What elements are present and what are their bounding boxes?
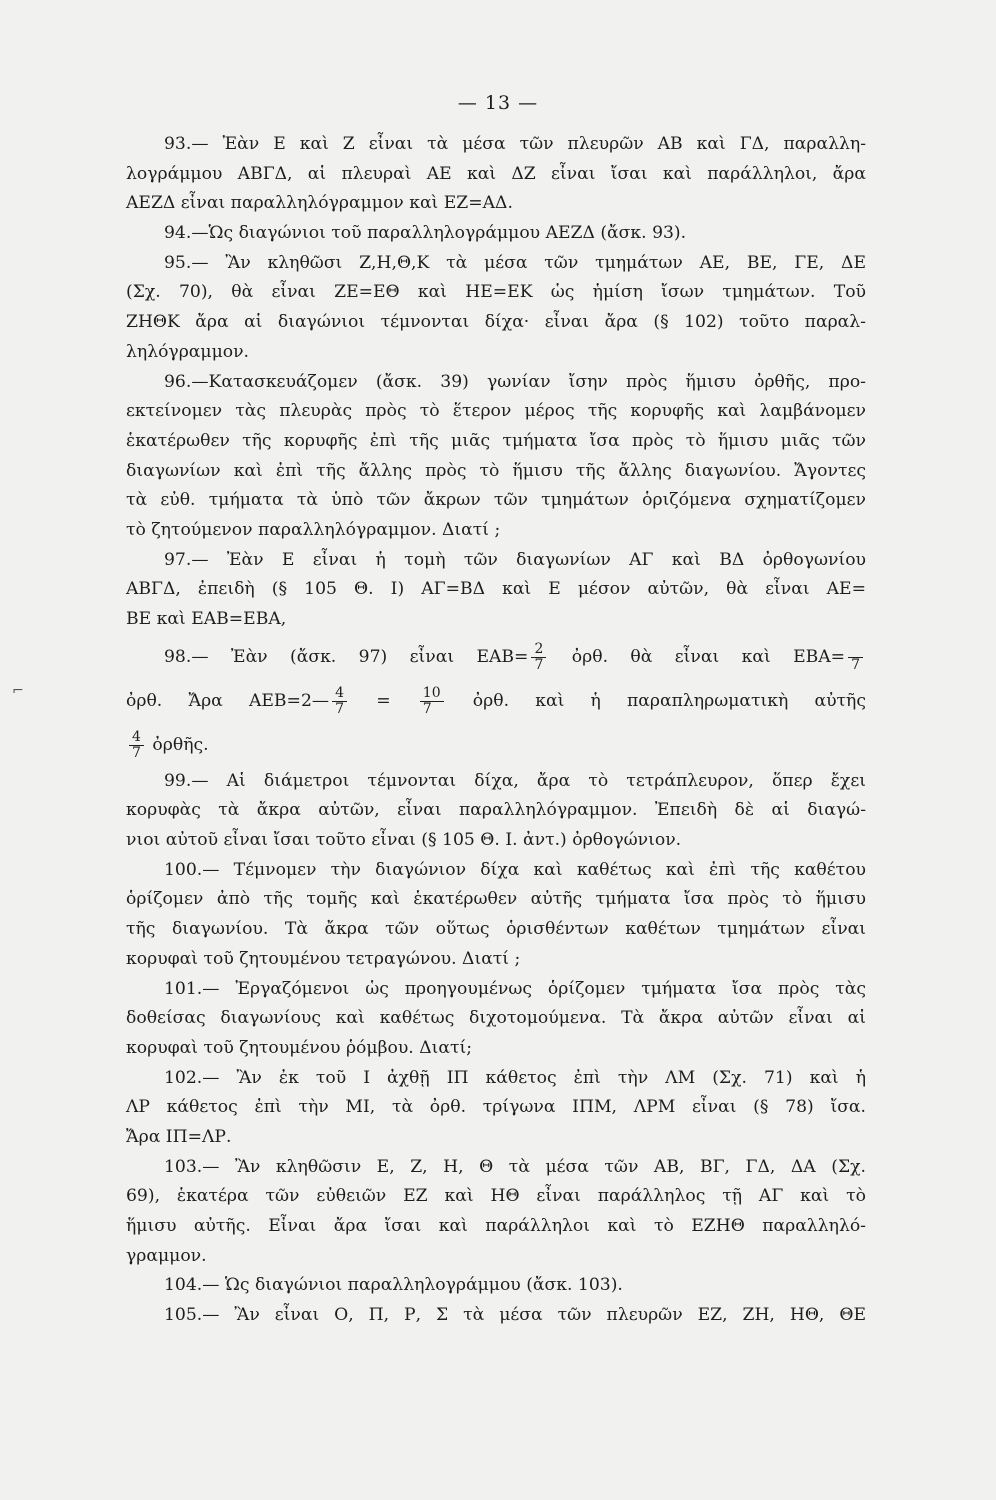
text-98b-part-b: ὀρθ. καὶ ἡ παραπληρωματικὴ αὐτῆς	[472, 690, 866, 711]
text-line-99-2: κορυφὰς τὰ ἄκρα αὐτῶν, εἶναι παραλληλόγραμμον. Ἐπειδὴ δὲ αἱ διαγώ-	[126, 800, 866, 821]
text-line-2: λογράμμου ΑΒΓΔ, αἱ πλευραὶ ΑΕ καὶ ΔΖ εἶναι ἴσαι καὶ παράλληλοι, ἄρα	[126, 163, 866, 184]
text-line-7: ΖΗΘΚ ἄρα αἱ διαγώνιοι τέμνονται δίχα· εἶναι ἄρα (§ 102) τοῦτο παραλ-	[126, 312, 866, 333]
text-line-99-3: νιοι αὐτοῦ εἶναι ἴσαι τοῦτο εἶναι (§ 105 Θ. Ι. ἀντ.) ὀρθογώνιον.	[126, 830, 682, 851]
text-line-104: 104.— Ὡς διαγώνιοι παραλληλογράμμου (ἄσκ. 103).	[164, 1275, 623, 1296]
text-line-12: διαγωνίων καὶ ἐπὶ τῆς ἄλλης πρὸς τὸ ἥμισυ τῆς ἄλλης διαγωνίου. Ἄγοντες	[126, 460, 866, 481]
text-98-part-b: ὀρθ. θὰ εἶναι καὶ ΕΒΑ=	[571, 646, 846, 667]
text-line-101-3: κορυφαὶ τοῦ ζητουμένου ῥόμβου. Διατί;	[126, 1037, 473, 1058]
fraction-blank-7: 7	[848, 642, 863, 673]
text-line-3: ΑΕΖΔ εἶναι παραλληλόγραμμον καὶ ΕΖ=ΑΔ.	[126, 193, 513, 214]
text-line-98b-fractions	[126, 679, 866, 723]
fraction-4-7: $\frac{4}{7}$	[332, 686, 347, 717]
text-line-101-2: δοθείσας διαγωνίους καὶ καθέτως διχοτομούμενα. Τὰ ἄκρα αὐτῶν εἶναι αἱ	[126, 1008, 866, 1029]
text-line-15: 97.— Ἐὰν Ε εἶναι ἡ τομὴ τῶν διαγωνίων ΑΓ καὶ ΒΔ ὀρθογωνίου	[164, 549, 866, 570]
text-line-99-1: 99.— Αἱ διάμετροι τέμνονται δίχα, ἄρα τὸ τετράπλευρον, ὅπερ ἔχει	[164, 770, 866, 791]
text-line-17: ΒΕ καὶ ΕΑΒ=ΕΒΑ,	[126, 609, 287, 629]
text-line-105: 105.— Ἂν εἶναι Ο, Π, Ρ, Σ τὰ μέσα τῶν πλευρῶν ΕΖ, ΖΗ, ΗΘ, ΘΕ	[164, 1305, 866, 1326]
text-line-11: ἑκατέρωθεν τῆς κορυφῆς ἐπὶ τῆς μιᾶς τμήματα ἴσα πρὸς τὸ ἥμισυ μιᾶς τῶν	[126, 430, 866, 451]
text-line-6: (Σχ. 70), θὰ εἶναι ΖΕ=ΕΘ καὶ ΗΕ=ΕΚ ὡς ἡμίση ἴσων τμημάτων. Τοῦ	[126, 282, 866, 303]
text-line-103-1: 103.— Ἂν κληθῶσιν Ε, Ζ, Η, Θ τὰ μέσα τῶν ΑΒ, ΒΓ, ΓΔ, ΔΑ (Σχ.	[164, 1156, 866, 1177]
text-line-98c-fraction	[126, 723, 866, 767]
text-line-101-1: 101.— Ἐργαζόμενοι ὡς προηγουμένως ὁρίζομεν τμήματα ἴσα πρὸς τὰς	[164, 978, 866, 999]
text-line-1: 93.— Ἐὰν Ε καὶ Ζ εἶναι τὰ μέσα τῶν πλευρῶν ΑΒ καὶ ΓΔ, παραλλη-	[164, 134, 866, 154]
page-number: — 13 —	[457, 92, 539, 114]
text-line-100-1: 100.— Τέμνομεν τὴν διαγώνιον δίχα καὶ καθέτως καὶ ἐπὶ τῆς καθέτου	[164, 859, 866, 880]
text-line-4: 94.—Ὡς διαγώνιοι τοῦ παραλληλογράμμου ΑΕΖΔ (ἄσκ. 93).	[164, 223, 687, 244]
text-line-103-2: 69), ἑκατέρα τῶν εὐθειῶν ΕΖ καὶ ΗΘ εἶναι παράλληλος τῇ ΑΓ καὶ τὸ	[126, 1186, 866, 1207]
equals-sign: =	[376, 690, 391, 711]
fraction-10-7: $\frac{10}{7}$	[420, 686, 444, 717]
text-line-102-1: 102.— Ἂν ἐκ τοῦ Ι ἀχθῇ ΙΠ κάθετος ἐπὶ τὴν ΛΜ (Σχ. 71) καὶ ἡ	[164, 1067, 866, 1088]
text-line-100-3: τῆς διαγωνίου. Τὰ ἄκρα τῶν οὕτως ὁρισθέντων καθέτων τμημάτων εἶναι	[126, 919, 866, 940]
text-line-16: ΑΒΓΔ, ἐπειδὴ (§ 105 Θ. Ι) ΑΓ=ΒΔ καὶ Ε μέσον αὐτῶν, θὰ εἶναι ΑΕ=	[126, 579, 866, 600]
body-text	[126, 130, 866, 1331]
text-line-8: ληλόγραμμον.	[126, 341, 250, 362]
text-line-103-4: γραμμον.	[126, 1245, 207, 1266]
text-line-9: 96.—Κατασκευάζομεν (ἄσκ. 39) γωνίαν ἴσην πρὸς ἥμισυ ὀρθῆς, προ-	[164, 371, 866, 392]
margin-mark: ⌐	[12, 683, 24, 699]
text-98b-part-a: ὀρθ. Ἄρα ΑΕΒ=2—	[126, 690, 330, 711]
text-line-100-2: ὁρίζομεν ἀπὸ τῆς τομῆς καὶ ἑκατέρωθεν αὐτῆς τμήματα ἴσα πρὸς τὸ ἥμισυ	[126, 889, 866, 910]
text-line-10: εκτείνομεν τὰς πλευρὰς πρὸς τὸ ἕτερον μέρος τῆς κορυφῆς καὶ λαμβάνομεν	[126, 401, 866, 422]
text-line-14: τὸ ζητούμενον παραλληλόγραμμον. Διατί ;	[126, 519, 501, 540]
text-line-102-3: Ἄρα ΙΠ=ΛΡ.	[126, 1126, 232, 1147]
text-line-103-3: ἥμισυ αὐτῆς. Εἶναι ἄρα ἴσαι καὶ παράλληλοι καὶ τὸ ΕΖΗΘ παραλληλό-	[126, 1216, 866, 1236]
text-98-part-a: 98.— Ἐὰν (ἄσκ. 97) εἶναι ΕΑΒ=	[164, 646, 529, 667]
fraction-4-7-b: $\frac{4}{7}$	[129, 730, 144, 761]
text-line-98-fractions	[126, 635, 866, 679]
text-98c-part-b: ὀρθῆς.	[152, 734, 209, 755]
fraction-2-7: $\frac{2}{7}$	[531, 642, 546, 673]
text-line-5: 95.— Ἂν κληθῶσι Ζ,Η,Θ,Κ τὰ μέσα τῶν τμημάτων ΑΕ, ΒΕ, ΓΕ, ΔΕ	[164, 252, 866, 273]
text-line-100-4: κορυφαὶ τοῦ ζητουμένου τετραγώνου. Διατί ;	[126, 948, 521, 969]
text-line-102-2: ΛΡ κάθετος ἐπὶ τὴν ΜΙ, τὰ ὀρθ. τρίγωνα ΙΠΜ, ΛΡΜ εἶναι (§ 78) ἴσα.	[126, 1097, 866, 1118]
text-line-13: τὰ εὐθ. τμήματα τὰ ὑπὸ τῶν ἄκρων τῶν τμημάτων ὁριζόμενα σχηματίζομεν	[126, 490, 866, 511]
